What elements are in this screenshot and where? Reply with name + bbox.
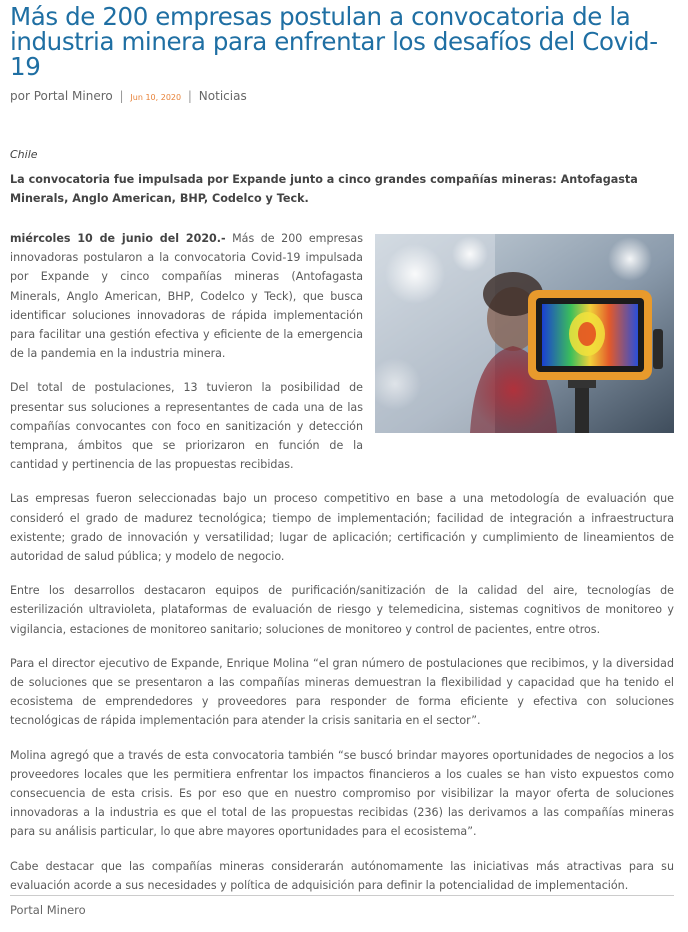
paragraph: Cabe destacar que las compañías mineras considerarán autónomamente las iniciativas más atractivas para su evaluación acorde a sus necesidades y política de adquisición para definir la potencialidad de implementación. (10, 859, 674, 892)
meta-separator: | (119, 89, 124, 103)
article-source: Portal Minero (10, 903, 86, 917)
author-prefix: por (10, 89, 30, 103)
meta-separator: | (187, 89, 192, 103)
thermal-camera-photo (375, 234, 674, 433)
paragraph: Del total de postulaciones, 13 tuvieron la posibilidad de presentar sus soluciones a representantes de cada una de las compañías convocantes con foco en sanitización y detección temprana, ámbitos que se priorizaron en función de la cantidad y pertinencia de las propuestas recibidas. (10, 381, 363, 472)
paragraph: Para el director ejecutivo de Expande, Enrique Molina “el gran número de postulaciones que recibimos, y la diversidad de soluciones que se presentaron a las compañías mineras demuestran la flexibilidad y capacidad que ha tenido el ecosistema de emprendedores y proveedores para responder de forma eficiente y efectiva con soluciones tecnológicas de rápida implementación para atender la crisis sanitaria en el sector”. (10, 656, 674, 728)
footer-divider (10, 895, 674, 896)
paragraph: Entre los desarrollos destacaron equipos de purificación/sanitización de la calidad del aire, tecnologías de esterilización ultravioleta, plataformas de evaluación de riesgo y telemedicina, sistemas cognitivos de monitoreo y vigilancia, estaciones de monitoreo sanitario; soluciones de monitoreo y control de pacientes, entre otros. (10, 584, 674, 636)
article-title: Más de 200 empresas postulan a convocatoria de la industria minera para enfrentar los desafíos del Covid-19 (10, 2, 658, 81)
article-meta (10, 88, 247, 106)
article-body (10, 229, 674, 910)
publish-date: Jun 10, 2020 (130, 93, 182, 102)
paragraph: Las empresas fueron seleccionadas bajo un proceso competitivo en base a una metodología de evaluación que consideró el grado de madurez tecnológica; tiempo de implementación; facilidad de integración a infraestructura existente; grado de innovación y versatilidad; lugar de aplicación; certificación y cumplimiento de lineamientos de autoridad de salud pública; y modelo de negocio. (10, 492, 674, 564)
author-link[interactable]: Portal Minero (33, 89, 113, 103)
article-lead: La convocatoria fue impulsada por Expande junto a cinco grandes compañías mineras: Antofagasta Minerals, Anglo American, BHP, Codelco y Teck. (10, 173, 638, 205)
location-label: Chile (10, 148, 38, 161)
category-link[interactable]: Noticias (198, 89, 247, 103)
paragraph-1-text: Más de 200 empresas innovadoras postularon a la convocatoria Covid-19 impulsada por Expande y cinco compañías mineras (Antofagasta Minerals, Anglo American, BHP, Codelco y Teck), que busca identificar soluciones innovadoras de rápida implementación para facilitar una gestión efectiva y eficiente de la emergencia de la pandemia en la industria minera. (10, 232, 363, 361)
paragraph: Molina agregó que a través de esta convocatoria también “se buscó brindar mayores oportunidades de negocios a los proveedores locales que les permitiera enfrentar los impactos financieros a los cuales se han visto expuestos como consecuencia de esta crisis. Es por eso que en nuestro compromiso por visibilizar la mayor oferta de soluciones innovadoras a la industria es que el total de las propuestas recibidas (236) las derivamos a las compañías mineras para su análisis particular, lo que abre mayores oportunidades para el ecosistema”. (10, 748, 674, 839)
article-dateline: miércoles 10 de junio del 2020.- (10, 232, 226, 245)
